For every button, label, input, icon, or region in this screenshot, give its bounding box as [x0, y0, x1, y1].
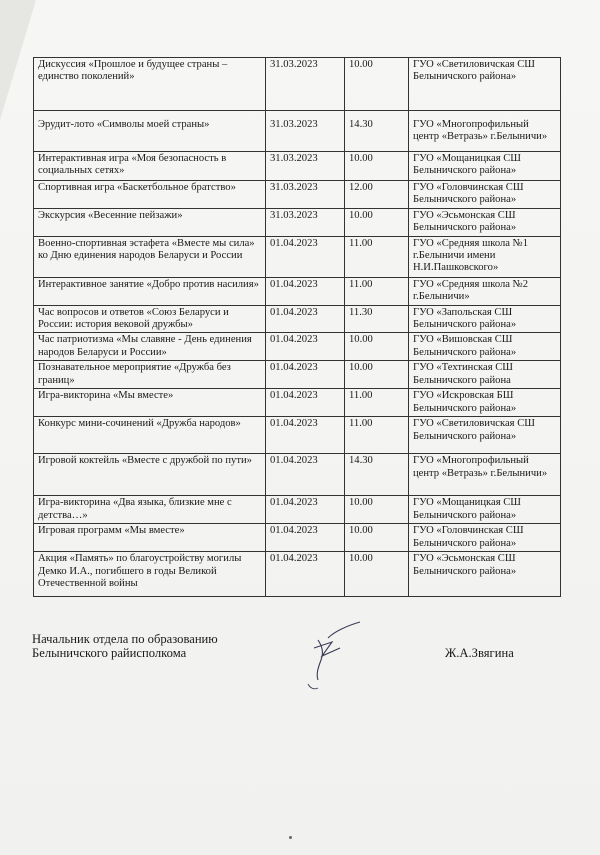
- page-speck: [289, 836, 292, 839]
- time-cell: 14.30: [345, 454, 409, 496]
- position-line-2: Белыничского райисполкома: [32, 646, 187, 660]
- venue-cell: ГУО «Эсьмонская СШ Белыничского района»: [409, 208, 561, 236]
- table-row: [34, 277, 561, 305]
- venue-cell: ГУО «Многопрофильный центр «Ветразь» г.Белыничи»: [409, 454, 561, 496]
- event-cell: Интерактивное занятие «Добро против насилия»: [34, 277, 266, 305]
- venue-cell: ГУО «Техтинская СШ Белыничского района: [409, 361, 561, 389]
- table-row: [34, 361, 561, 389]
- time-cell: 10.00: [345, 361, 409, 389]
- date-cell: 31.03.2023: [266, 111, 345, 152]
- venue-cell: ГУО «Головчинская СШ Белыничского района»: [409, 524, 561, 552]
- event-cell: Час патриотизма «Мы славяне - День единения народов Беларуси и России»: [34, 333, 266, 361]
- date-cell: 01.04.2023: [266, 236, 345, 277]
- date-cell: 01.04.2023: [266, 389, 345, 417]
- date-cell: 01.04.2023: [266, 361, 345, 389]
- signatory-position: [32, 632, 218, 660]
- time-cell: 10.00: [345, 496, 409, 524]
- time-cell: 11.00: [345, 389, 409, 417]
- venue-cell: ГУО «Эсьмонская СШ Белыничского района»: [409, 552, 561, 597]
- time-cell: 10.00: [345, 524, 409, 552]
- event-cell: Час вопросов и ответов «Союз Беларуси и России: история вековой дружбы»: [34, 305, 266, 333]
- event-cell: Спортивная игра «Баскетбольное братство»: [34, 181, 266, 209]
- venue-cell: ГУО «Средняя школа №1 г.Белыничи имени Н.И.Пашковского»: [409, 236, 561, 277]
- event-cell: Дискуссия «Прошлое и будущее страны – единство поколений»: [34, 58, 266, 111]
- venue-cell: ГУО «Мощаницкая СШ Белыничского района»: [409, 496, 561, 524]
- time-cell: 10.00: [345, 208, 409, 236]
- handwritten-signature: [288, 618, 378, 698]
- time-cell: 10.00: [345, 58, 409, 111]
- event-cell: Игра-викторина «Два языка, близкие мне с детства…»: [34, 496, 266, 524]
- date-cell: 01.04.2023: [266, 454, 345, 496]
- venue-cell: ГУО «Светиловичская СШ Белыничского района»: [409, 417, 561, 454]
- table-row: [34, 305, 561, 333]
- signatory-name: Ж.А.Звягина: [445, 646, 514, 660]
- date-cell: 01.04.2023: [266, 277, 345, 305]
- table-row: [34, 111, 561, 152]
- venue-cell: ГУО «Головчинская СШ Белыничского района»: [409, 181, 561, 209]
- date-cell: 31.03.2023: [266, 58, 345, 111]
- table-row: [34, 181, 561, 209]
- date-cell: 31.03.2023: [266, 152, 345, 181]
- event-cell: Интерактивная игра «Моя безопасность в социальных сетях»: [34, 152, 266, 181]
- date-cell: 01.04.2023: [266, 305, 345, 333]
- table-row: [34, 58, 561, 111]
- date-cell: 01.04.2023: [266, 417, 345, 454]
- time-cell: 12.00: [345, 181, 409, 209]
- event-cell: Игровая программ «Мы вместе»: [34, 524, 266, 552]
- table-row: [34, 496, 561, 524]
- event-cell: Эрудит-лото «Символы моей страны»: [34, 111, 266, 152]
- position-line-1: Начальник отдела по образованию: [32, 632, 218, 646]
- event-cell: Экскурсия «Весенние пейзажи»: [34, 208, 266, 236]
- time-cell: 11.00: [345, 277, 409, 305]
- table-row: [34, 454, 561, 496]
- venue-cell: ГУО «Вишовская СШ Белыничского района»: [409, 333, 561, 361]
- event-cell: Игровой коктейль «Вместе с дружбой по пути»: [34, 454, 266, 496]
- table-row: [34, 417, 561, 454]
- date-cell: 01.04.2023: [266, 333, 345, 361]
- venue-cell: ГУО «Искровская БШ Белыничского района»: [409, 389, 561, 417]
- date-cell: 01.04.2023: [266, 524, 345, 552]
- venue-cell: ГУО «Мощаницкая СШ Белыничского района»: [409, 152, 561, 181]
- date-cell: 31.03.2023: [266, 181, 345, 209]
- time-cell: 14.30: [345, 111, 409, 152]
- table-row: [34, 208, 561, 236]
- time-cell: 11.30: [345, 305, 409, 333]
- event-cell: Конкурс мини-сочинений «Дружба народов»: [34, 417, 266, 454]
- table-row: [34, 524, 561, 552]
- table-row: [34, 152, 561, 181]
- date-cell: 31.03.2023: [266, 208, 345, 236]
- time-cell: 11.00: [345, 417, 409, 454]
- page-fold-shadow: [0, 0, 36, 120]
- event-cell: Познавательное мероприятие «Дружба без границ»: [34, 361, 266, 389]
- table-row: [34, 333, 561, 361]
- venue-cell: ГУО «Запольская СШ Белыничского района»: [409, 305, 561, 333]
- time-cell: 10.00: [345, 152, 409, 181]
- venue-cell: ГУО «Средняя школа №2 г.Белыничи»: [409, 277, 561, 305]
- date-cell: 01.04.2023: [266, 552, 345, 597]
- venue-cell: ГУО «Многопрофильный центр «Ветразь» г.Белыничи»: [409, 111, 561, 152]
- time-cell: 10.00: [345, 333, 409, 361]
- event-cell: Военно-спортивная эстафета «Вместе мы сила» ко Дню единения народов Беларуси и России: [34, 236, 266, 277]
- table-row: [34, 389, 561, 417]
- time-cell: 11.00: [345, 236, 409, 277]
- venue-cell: ГУО «Светиловичская СШ Белыничского района»: [409, 58, 561, 111]
- events-table: [33, 57, 561, 597]
- date-cell: 01.04.2023: [266, 496, 345, 524]
- event-cell: Акция «Память» по благоустройству могилы Демко И.А., погибшего в годы Великой Отечественной войны: [34, 552, 266, 597]
- table-row: [34, 552, 561, 597]
- event-cell: Игра-викторина «Мы вместе»: [34, 389, 266, 417]
- time-cell: 10.00: [345, 552, 409, 597]
- table-row: [34, 236, 561, 277]
